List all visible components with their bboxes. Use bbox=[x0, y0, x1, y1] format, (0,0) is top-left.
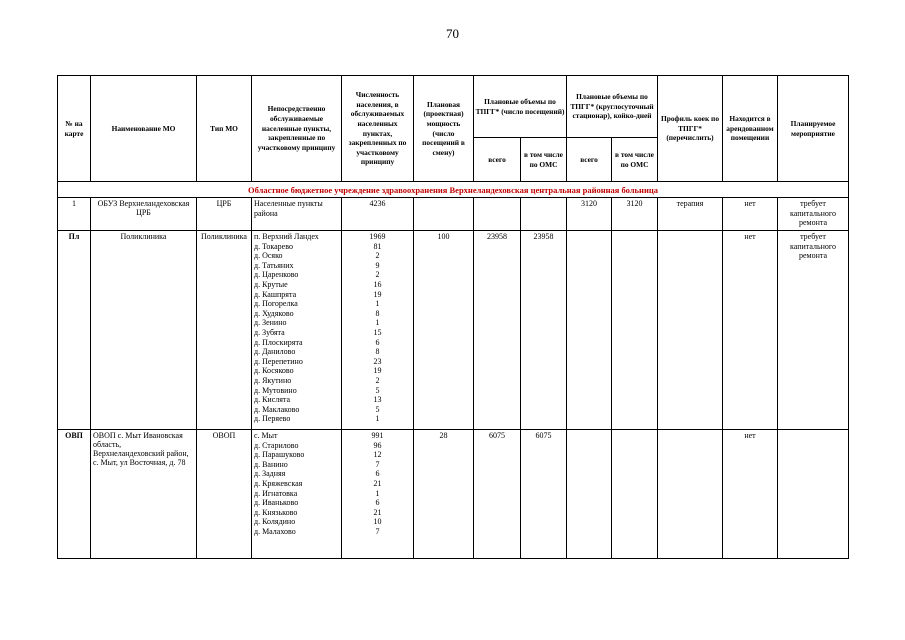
cell-visits-oms: 6075 bbox=[521, 430, 567, 559]
settlement-name: д. Кашпрята bbox=[254, 289, 297, 299]
col-header-action: Планируемое мероприятие bbox=[778, 76, 849, 182]
cell-planned-action bbox=[778, 430, 849, 559]
settlement-name: д. Татьяних bbox=[254, 260, 294, 270]
page-number: 70 bbox=[446, 26, 459, 41]
settlement-population: 12 bbox=[373, 450, 382, 460]
settlement-name: д. Данилово bbox=[254, 347, 296, 357]
cell-visits-total: 6075 bbox=[474, 430, 521, 559]
cell-rented: нет bbox=[723, 231, 778, 430]
settlement-population: 23 bbox=[373, 356, 382, 366]
col-header-population: Численность населения, в обслуживаемых населенных пунктах, закрепленных по участковому принципу bbox=[342, 76, 414, 182]
settlement-name: д. Зубята bbox=[254, 327, 285, 337]
settlement-population: 991 bbox=[371, 431, 384, 440]
settlement-population: 9 bbox=[375, 260, 380, 270]
table-body bbox=[58, 182, 849, 559]
settlement-population: 19 bbox=[373, 289, 382, 299]
col-header-type: Тип МО bbox=[197, 76, 252, 182]
col-header-hospital-group: Плановые объемы по ТПГГ* (круглосуточный стационар), койко-дней bbox=[567, 76, 658, 138]
settlement-population: 2 bbox=[375, 270, 380, 280]
cell-mo-type: Поликлиника bbox=[197, 231, 252, 430]
settlement-population: 5 bbox=[375, 404, 380, 414]
cell-mo-name: ОВОП с. Мыт Ивановская область, Верхнеландеховский район, с. Мыт, ул Восточная, д. 78 bbox=[91, 430, 197, 559]
settlement-population: 13 bbox=[373, 395, 382, 405]
settlement-name: д. Косяково bbox=[254, 366, 294, 376]
cell-mo-name: ОБУЗ Верхнеландеховская ЦРБ bbox=[91, 198, 197, 231]
settlement-population: 6 bbox=[375, 337, 380, 347]
settlement-population: 5 bbox=[375, 385, 380, 395]
settlement-name: д. Кряжевская bbox=[254, 478, 303, 488]
col-header-hosp-oms: в том числе по ОМС bbox=[612, 138, 658, 182]
settlement-population: 19 bbox=[373, 366, 382, 376]
col-header-visits-oms: в том числе по ОМС bbox=[521, 138, 567, 182]
settlement-population: 15 bbox=[373, 327, 382, 337]
table-row bbox=[58, 198, 849, 231]
settlement-name: д. Старилово bbox=[254, 440, 299, 450]
settlement-name: д. Малахово bbox=[254, 526, 296, 536]
cell-mo-type: ЦРБ bbox=[197, 198, 252, 231]
cell-bed-profile: терапия bbox=[658, 198, 723, 231]
settlement-name: д. Колядино bbox=[254, 517, 296, 527]
cell-hosp-oms bbox=[612, 231, 658, 430]
settlement-name: д. Погорелка bbox=[254, 299, 298, 309]
settlement-population: 10 bbox=[373, 517, 382, 527]
col-header-no: № на карте bbox=[58, 76, 91, 182]
cell-visits-total bbox=[474, 198, 521, 231]
table-row bbox=[58, 430, 849, 559]
settlement-population: 81 bbox=[373, 241, 382, 251]
settlement-name: д. Кислята bbox=[254, 395, 291, 405]
settlement-population: 4236 bbox=[369, 199, 386, 208]
cell-planned-action: требует капитального ремонта bbox=[778, 198, 849, 231]
settlement-name: д. Худяково bbox=[254, 308, 294, 318]
settlement-name: д. Игнатовка bbox=[254, 488, 298, 498]
settlement-name: д. Крутые bbox=[254, 279, 288, 289]
table-row bbox=[58, 231, 849, 430]
cell-map-no: ОВП bbox=[58, 430, 91, 559]
settlement-name: д. Ванино bbox=[254, 459, 288, 469]
col-header-settlements: Непосредственно обслуживаемые населенные пункты, закрепленные по участковому принципу bbox=[252, 76, 342, 182]
cell-rented: нет bbox=[723, 198, 778, 231]
cell-bed-profile bbox=[658, 231, 723, 430]
settlement-name: с. Мыт bbox=[254, 431, 278, 440]
settlement-name: д. Царенково bbox=[254, 270, 299, 280]
cell-mo-name: Поликлиника bbox=[91, 231, 197, 430]
cell-bed-profile bbox=[658, 430, 723, 559]
cell-rented: нет bbox=[723, 430, 778, 559]
settlement-population: 2 bbox=[375, 375, 380, 385]
cell-hosp-oms: 3120 bbox=[612, 198, 658, 231]
cell-capacity: 100 bbox=[414, 231, 474, 430]
col-header-visits-group: Плановые объемы по ТПГГ* (число посещений) bbox=[474, 76, 567, 138]
settlement-population: 16 bbox=[373, 279, 382, 289]
cell-hosp-oms bbox=[612, 430, 658, 559]
cell-map-no: 1 bbox=[58, 198, 91, 231]
settlement-population: 21 bbox=[373, 507, 382, 517]
settlement-population: 1969 bbox=[369, 232, 386, 241]
col-header-name: Наименование МО bbox=[91, 76, 197, 182]
table-header bbox=[58, 76, 849, 182]
settlement-population: 21 bbox=[373, 478, 382, 488]
cell-population bbox=[342, 198, 414, 231]
cell-hosp-total bbox=[567, 430, 612, 559]
settlement-name: д. Маклаково bbox=[254, 404, 300, 414]
cell-capacity: 28 bbox=[414, 430, 474, 559]
cell-settlements bbox=[252, 430, 342, 559]
settlement-population: 96 bbox=[373, 440, 382, 450]
cell-population bbox=[342, 430, 414, 559]
settlement-population: 1 bbox=[375, 414, 380, 424]
col-header-visits-total: всего bbox=[474, 138, 521, 182]
cell-settlements bbox=[252, 198, 342, 231]
settlement-population: 7 bbox=[375, 459, 380, 469]
settlement-name: д. Зенино bbox=[254, 318, 287, 328]
settlement-population: 7 bbox=[375, 526, 380, 536]
settlement-name: Населенные пункты района bbox=[254, 199, 323, 218]
settlement-population: 1 bbox=[375, 299, 380, 309]
settlement-name: д. Иваньково bbox=[254, 498, 299, 508]
settlement-population: 1 bbox=[375, 488, 380, 498]
section-header-row bbox=[58, 182, 849, 198]
settlement-name: д. Задняя bbox=[254, 469, 286, 479]
cell-hosp-total bbox=[567, 231, 612, 430]
col-header-capacity: Плановая (проектная) мощность (число посещений в смену) bbox=[414, 76, 474, 182]
cell-visits-oms: 23958 bbox=[521, 231, 567, 430]
cell-capacity bbox=[414, 198, 474, 231]
settlement-population: 2 bbox=[375, 251, 380, 261]
settlement-name: д. Перяево bbox=[254, 414, 291, 424]
settlement-name: д. Осяко bbox=[254, 251, 283, 261]
settlement-population: 6 bbox=[375, 469, 380, 479]
cell-population bbox=[342, 231, 414, 430]
settlement-name: д. Якутино bbox=[254, 375, 292, 385]
cell-map-no: Пл bbox=[58, 231, 91, 430]
mo-table bbox=[57, 75, 849, 559]
settlement-name: д. Князьково bbox=[254, 507, 298, 517]
settlement-name: д. Перепетино bbox=[254, 356, 303, 366]
col-header-rented: Находится в арендованном помещении bbox=[723, 76, 778, 182]
section-header-title: Областное бюджетное учреждение здравоохранения Верхнеландеховская центральная районная больница bbox=[58, 182, 849, 198]
settlement-name: д. Токарево bbox=[254, 241, 293, 251]
settlement-population: 1 bbox=[375, 318, 380, 328]
settlement-population: 8 bbox=[375, 347, 380, 357]
cell-planned-action: требует капитального ремонта bbox=[778, 231, 849, 430]
settlement-population: 6 bbox=[375, 498, 380, 508]
cell-mo-type: ОВОП bbox=[197, 430, 252, 559]
settlement-name: д. Мутовино bbox=[254, 385, 297, 395]
col-header-hosp-total: всего bbox=[567, 138, 612, 182]
cell-visits-oms bbox=[521, 198, 567, 231]
col-header-profile: Профиль коек по ТПГГ* (перечислить) bbox=[658, 76, 723, 182]
cell-hosp-total: 3120 bbox=[567, 198, 612, 231]
cell-visits-total: 23958 bbox=[474, 231, 521, 430]
settlement-population: 8 bbox=[375, 308, 380, 318]
settlement-name: д. Парашуково bbox=[254, 450, 305, 460]
settlement-name: д. Плоскирята bbox=[254, 337, 303, 347]
settlement-name: п. Верхний Ландех bbox=[254, 232, 319, 241]
cell-settlements bbox=[252, 231, 342, 430]
